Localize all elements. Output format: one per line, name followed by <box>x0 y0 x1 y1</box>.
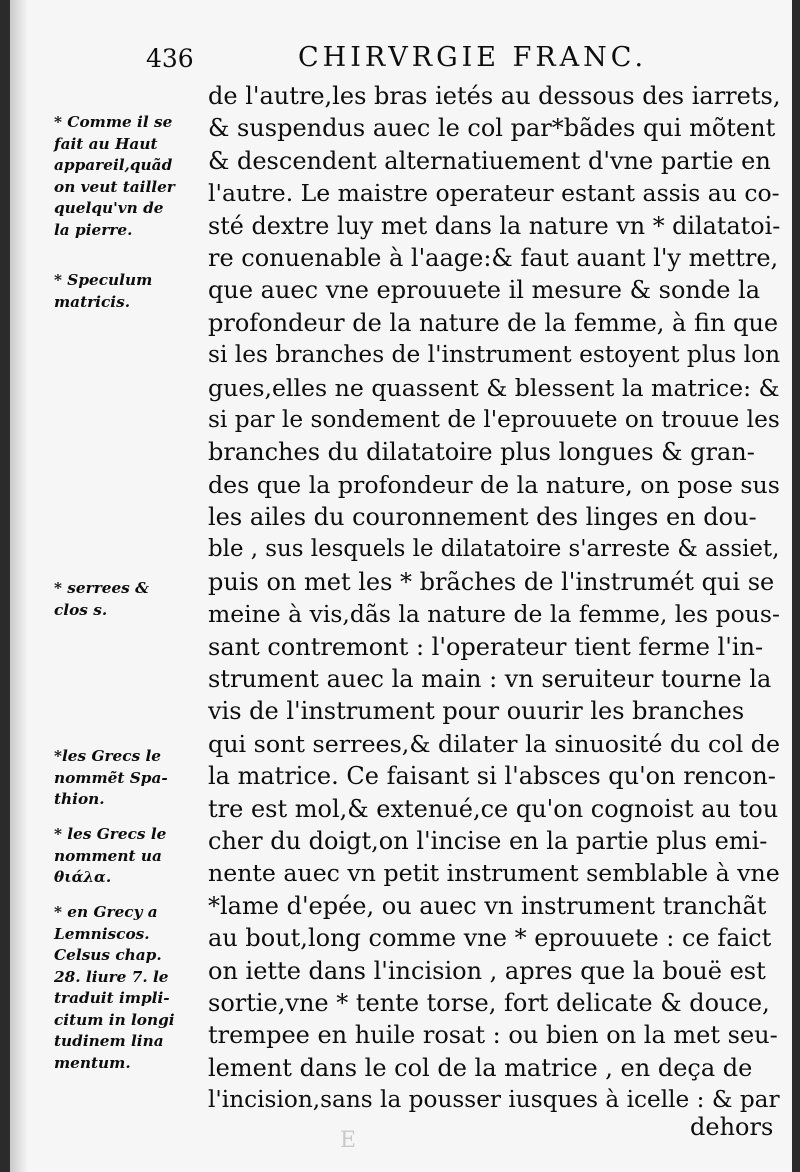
note-line: traduit impli- <box>54 989 170 1007</box>
note-line: * Comme il se <box>54 113 173 131</box>
text-line: de l'autre,les bras ietés au dessous des iarrets, <box>208 82 780 110</box>
text-line: au bout,long comme vne * eprouuete : ce faict <box>208 924 772 953</box>
page-header <box>10 42 792 82</box>
note-line: mentum. <box>54 1053 131 1072</box>
note-line: nomment ua <box>54 846 162 865</box>
text-line: trempee en huile rosat : ou bien on la met seu- <box>208 1021 778 1050</box>
page-number: 436 <box>146 44 194 73</box>
note-line: on veut tailler <box>54 177 175 196</box>
note-line: *les Grecs le <box>54 747 162 765</box>
note-line: matricis. <box>54 292 131 311</box>
text-line: vis de l'instrument pour ouurir les branches <box>208 697 745 726</box>
note-line: * les Grecs le <box>54 825 167 843</box>
text-line: cher du doigt,on l'incise en la partie plus emi- <box>208 826 768 855</box>
note-line: Lemniscos. <box>54 924 150 943</box>
running-head: CHIRVRGIE FRANC. <box>298 42 648 73</box>
text-line: sant contremont : l'operateur tient ferme l'in- <box>208 632 764 661</box>
note-line: * en Grecy a <box>54 903 158 921</box>
text-line: l'autre. Le maistre operateur estant assis au co- <box>208 179 780 208</box>
margin-note <box>54 902 204 1074</box>
text-line: que auec vne eprouuete il mesure & sonde la <box>208 276 761 305</box>
text-line: des que la profondeur de la nature, on pose sus <box>208 470 780 499</box>
text-line: on iette dans l'incision , apres que la bouë est <box>208 956 766 985</box>
book-page <box>10 0 792 1172</box>
margin-note <box>54 824 204 889</box>
note-line: * Speculum <box>54 271 153 289</box>
note-line: nommẽt Spa- <box>54 768 168 787</box>
text-line: si par le sondement de l'eprouuete on trouue les <box>208 405 780 433</box>
main-text <box>208 80 780 1117</box>
note-line: quelqu'vn de <box>54 199 164 217</box>
text-line: les ailes du couronnement des linges en dou- <box>208 503 757 532</box>
text-line: branches du dilatatoire plus longues & gran- <box>208 438 755 467</box>
text-line: strument auec la main : vn seruiteur tourne la <box>208 665 772 694</box>
text-line: puis on met les * brãches de l'instrumét qui se <box>208 567 775 596</box>
text-line: re conuenable à l'aage:& faut auant l'y mettre, <box>208 243 779 272</box>
note-line: la pierre. <box>54 220 133 239</box>
note-line: tudinem lina <box>54 1032 164 1050</box>
note-line: citum in longi <box>54 1010 175 1029</box>
note-line: θιάλα. <box>54 868 112 886</box>
text-line: meine à vis,dãs la nature de la femme, les pous- <box>208 600 780 629</box>
note-line: thion. <box>54 790 105 808</box>
text-line: sté dextre luy met dans la nature vn * dilatatoi- <box>208 211 780 240</box>
text-line: l'incision,sans la pousser iusques à icelle : & par <box>208 1086 780 1114</box>
margin-note <box>54 112 204 241</box>
text-line: profondeur de la nature de la femme, à fin que <box>208 308 779 337</box>
text-line: la matrice. Ce faisant si l'absces qu'on rencon- <box>208 762 776 791</box>
text-line: qui sont serrees,& dilater la sinuosité du col de <box>208 729 780 758</box>
catchword: dehors <box>690 1113 774 1141</box>
text-line: & suspendus auec le col par*bãdes qui mõtent <box>208 114 776 143</box>
text-line: nente auec vn petit instrument semblable à vne <box>208 859 780 888</box>
faint-bleedthrough-mark: E <box>340 1128 357 1153</box>
text-line: & descendent alternatiuement d'vne partie en <box>208 146 771 175</box>
note-line: appareil,quãd <box>54 156 173 174</box>
note-line: 28. liure 7. le <box>54 967 169 986</box>
note-line: clos s. <box>54 600 108 619</box>
note-line: * serrees & <box>54 579 149 597</box>
margin-note <box>54 270 204 313</box>
text-line: si les branches de l'instrument estoyent plus lon <box>208 341 780 369</box>
text-line: ble , sus lesquels le dilatatoire s'arreste & assiet, <box>208 536 780 563</box>
margin-note <box>54 746 204 811</box>
note-line: Celsus chap. <box>54 946 162 964</box>
text-line: tre est mol,& extenué,ce qu'on cognoist au tou <box>208 794 779 823</box>
text-line: gues,elles ne quassent & blessent la matrice: & <box>208 373 780 402</box>
text-line: lement dans le col de la matrice , en deça de <box>208 1053 753 1082</box>
note-line: fait au Haut <box>54 134 158 153</box>
text-line: sortie,vne * tente torse, fort delicate & douce, <box>208 988 770 1017</box>
text-line: *lame d'epée, ou auec vn instrument tranchãt <box>208 891 767 920</box>
margin-note <box>54 578 204 621</box>
